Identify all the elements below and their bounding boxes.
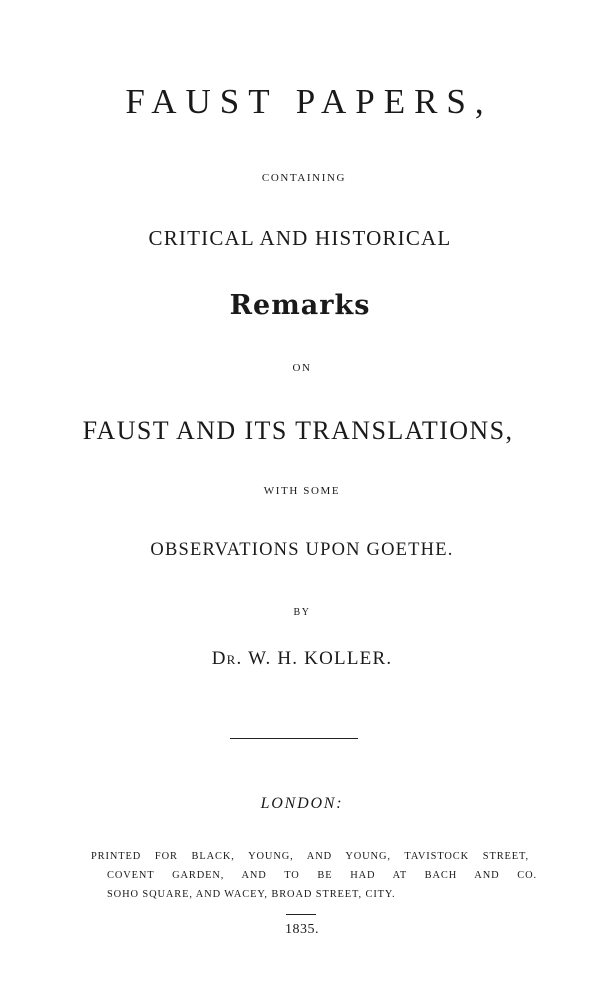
critical-historical-line: CRITICAL AND HISTORICAL <box>148 226 452 250</box>
place-of-publication: LONDON: <box>260 795 344 812</box>
subject-line: FAUST AND ITS TRANSLATIONS, <box>82 416 514 445</box>
author-prefix-r: R <box>226 652 237 667</box>
divider-rule <box>230 738 358 739</box>
imprint-line-1: PRINTED FOR BLACK, YOUNG, AND YOUNG, TAVISTOCK STREET, <box>91 851 529 862</box>
author-line <box>0 649 604 668</box>
imprint-line-2: COVENT GARDEN, AND TO BE HAD AT BACH AND CO. <box>107 870 537 881</box>
imprint-line-3: SOHO SQUARE, AND WACEY, BROAD STREET, CITY. <box>107 889 396 900</box>
book-title: FAUST PAPERS, <box>125 82 493 121</box>
author-prefix-d: D <box>211 648 227 669</box>
publication-year: 1835. <box>285 922 319 937</box>
with-some-label: WITH SOME <box>263 485 341 497</box>
year-rule <box>286 914 316 915</box>
observations-line: OBSERVATIONS UPON GOETHE. <box>150 540 454 560</box>
by-label: BY <box>293 607 311 618</box>
on-label: ON <box>292 362 312 374</box>
containing-label: CONTAINING <box>261 172 347 184</box>
remarks-blackletter: Remarks <box>229 290 371 321</box>
author-name: . W. H. KOLLER. <box>236 648 393 669</box>
